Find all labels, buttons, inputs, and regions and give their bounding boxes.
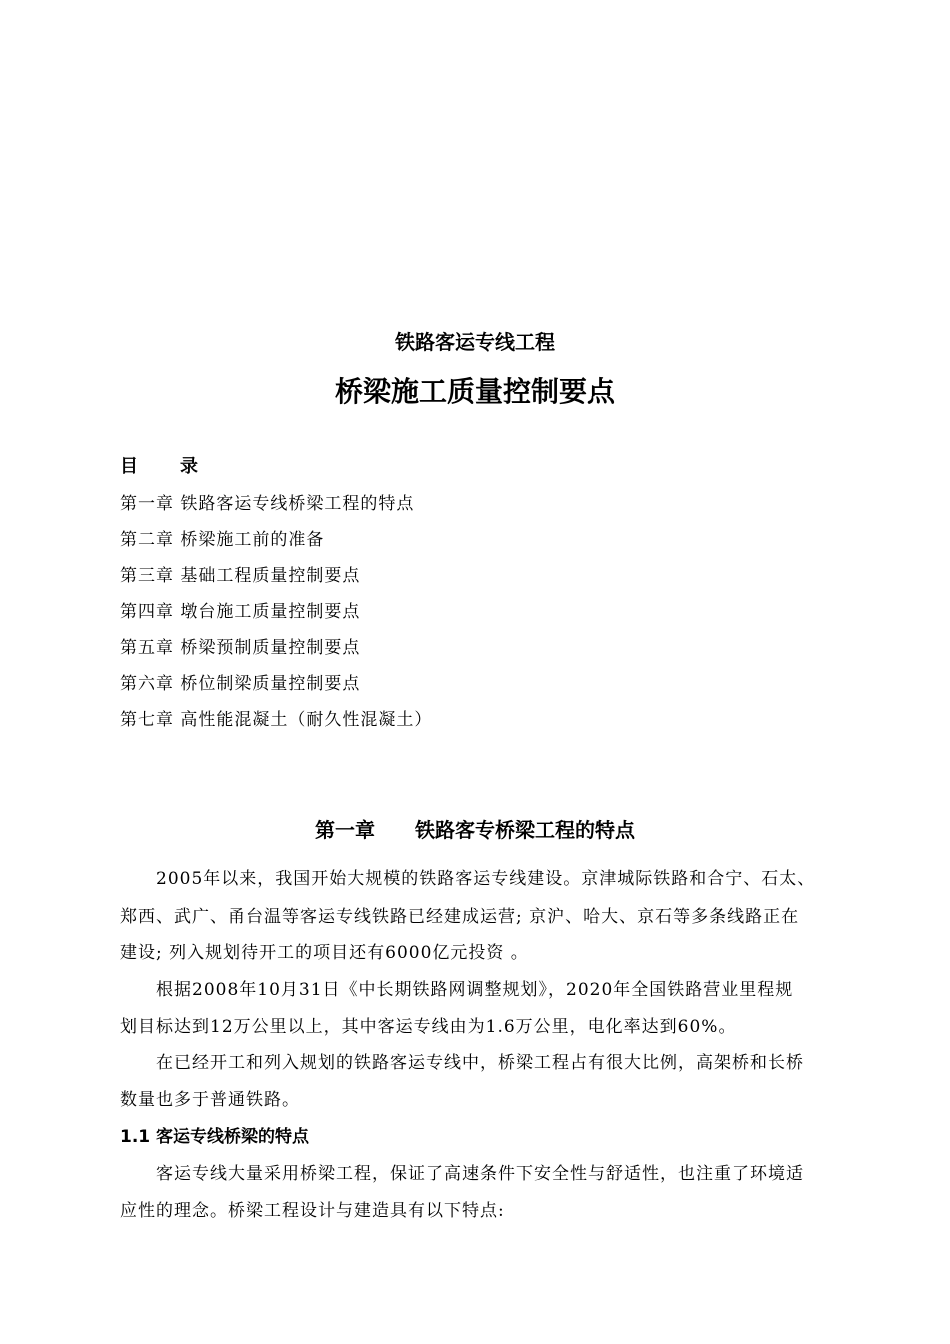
toc-item: 第二章 桥梁施工前的准备 xyxy=(120,530,325,550)
toc-item: 第三章 基础工程质量控制要点 xyxy=(120,566,361,586)
toc-item: 第四章 墩台施工质量控制要点 xyxy=(120,602,361,622)
toc-item: 第一章 铁路客运专线桥梁工程的特点 xyxy=(120,494,415,514)
paragraph-line: 客运专线大量采用桥梁工程，保证了高速条件下安全性与舒适性，也注重了环境适 xyxy=(120,1164,804,1184)
toc-item: 第五章 桥梁预制质量控制要点 xyxy=(120,638,361,658)
paragraph-line: 应性的理念。桥梁工程设计与建造具有以下特点: xyxy=(120,1201,505,1221)
document-title: 桥梁施工质量控制要点 xyxy=(334,375,615,408)
paragraph-line: 2005年以来，我国开始大规模的铁路客运专线建设。京津城际铁路和合宁、石太、 xyxy=(120,869,816,889)
paragraph-line: 建设; 列入规划待开工的项目还有6000亿元投资 。 xyxy=(120,943,529,963)
toc-item: 第六章 桥位制梁质量控制要点 xyxy=(120,674,361,694)
document-subtitle: 铁路客运专线工程 xyxy=(395,330,555,354)
chapter-heading: 第一章 铁路客专桥梁工程的特点 xyxy=(315,818,635,842)
toc-item: 第七章 高性能混凝土（耐久性混凝土） xyxy=(120,710,433,730)
paragraph-line: 划目标达到12万公里以上，其中客运专线由为1.6万公里，电化率达到60%。 xyxy=(120,1017,737,1037)
paragraph-line: 郑西、武广、甬台温等客运专线铁路已经建成运营; 京沪、哈大、京石等多条线路正在 xyxy=(120,907,800,927)
paragraph-line: 根据2008年10月31日《中长期铁路网调整规划》，2020年全国铁路营业里程规 xyxy=(120,980,794,1000)
section-heading: 1.1 客运专线桥梁的特点 xyxy=(120,1127,310,1147)
paragraph-line: 在已经开工和列入规划的铁路客运专线中，桥梁工程占有很大比例，高架桥和长桥 xyxy=(120,1053,804,1073)
paragraph-line: 数量也多于普通铁路。 xyxy=(120,1090,300,1110)
toc-heading: 目 录 xyxy=(120,456,200,477)
